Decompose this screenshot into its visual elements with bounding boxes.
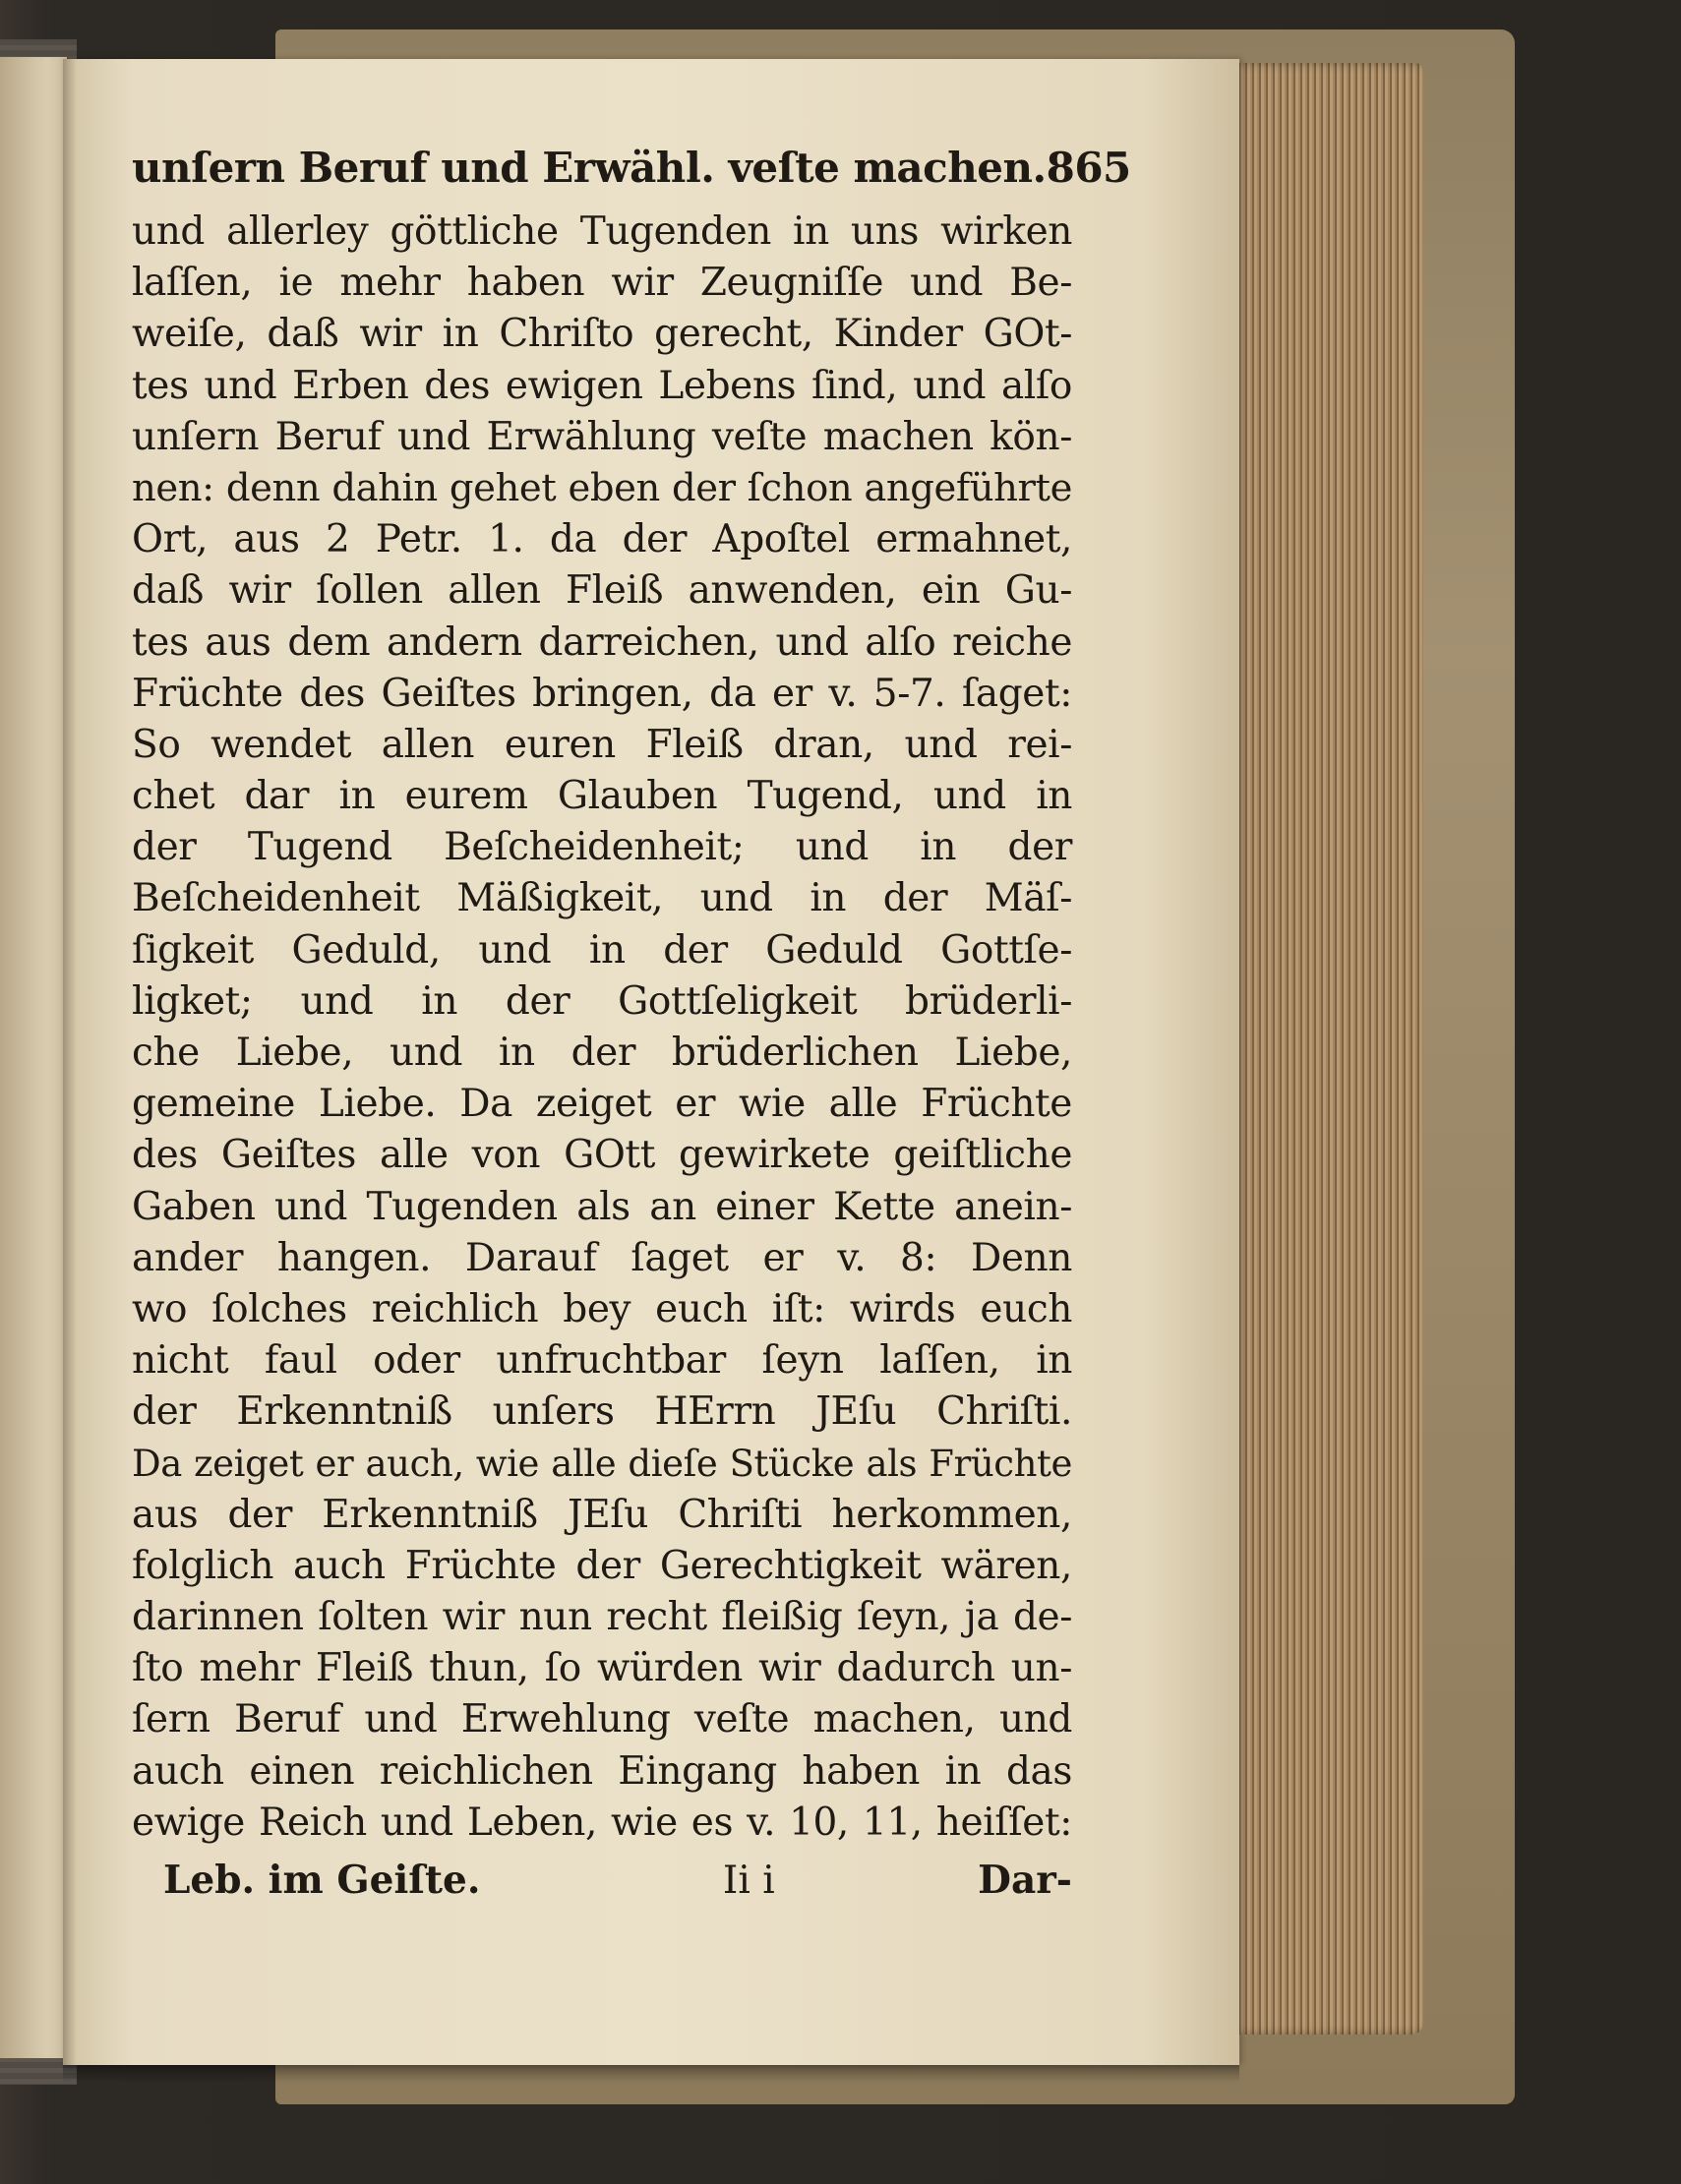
text-line: Da zeiget er auch, wie alle dieſe Stücke als Früchte [132,1442,1072,1485]
page-footer [132,1853,1072,1909]
signature-title: Leb. im Geiſte. [163,1858,481,1903]
text-line: des Geiſtes alle von GOtt gewirkete geiſtliche [132,1133,1072,1178]
text-line: nen: denn dahin gehet eben der ſchon angeführte [132,465,1072,510]
text-line: ſigkeit Geduld, und in der Geduld Gottſe- [132,927,1072,973]
text-line: Früchte des Geiſtes bringen, da er v. 5-7. ſaget: [132,671,1072,716]
text-line: ewige Reich und Leben, wie es v. 10, 11, heiſſet: [132,1800,1072,1845]
text-line: ſto mehr Fleiß thun, ſo würden wir dadurch un- [132,1646,1072,1691]
gutter-shadow [63,59,77,2065]
text-line: der Erkenntniß unſers HErrn JEſu Chriſti. [132,1389,1072,1435]
running-title: unſern Beruf und Erwähl. veſte machen. [132,144,1047,192]
text-line: wo ſolches reichlich bey euch iſt: wirds euch [132,1286,1072,1331]
text-line: Ort, aus 2 Petr. 1. da der Apoſtel ermahnet, [132,517,1072,562]
text-line: ligket; und in der Gottſeligkeit brüderli- [132,978,1072,1024]
text-line: der Tugend Beſcheidenheit; und in der [132,825,1072,870]
text-line: folglich auch Früchte der Gerechtigkeit wären, [132,1543,1072,1588]
page-bottom-shadow [63,2065,1239,2083]
catchword: Dar- [978,1858,1072,1903]
left-page-edge [0,57,70,2058]
page-text-block [132,138,1131,1909]
text-line: gemeine Liebe. Da zeiget er wie alle Früchte [132,1082,1072,1127]
text-line: tes und Erben des ewigen Lebens ſind, und alſo [132,363,1072,408]
text-line: Beſcheidenheit Mäßigkeit, und in der Mäſ- [132,876,1072,921]
text-line: darinnen ſolten wir nun recht fleißig ſeyn, ja de- [132,1595,1072,1640]
sheet-signature: Ii i [722,1859,775,1903]
running-head [132,138,1131,199]
page-number: 865 [1046,144,1131,192]
body-text [132,207,1072,1849]
text-line: ander hangen. Darauf ſaget er v. 8: Denn [132,1235,1072,1280]
text-line: weiſe, daß wir in Chriſto gerecht, Kinder GOt- [132,312,1072,357]
text-line: und allerley göttliche Tugenden in uns wirken [132,209,1072,254]
text-line: daß wir ſollen allen Fleiß anwenden, ein Gu- [132,568,1072,614]
text-line: So wendet allen euren Fleiß dran, und rei- [132,722,1072,767]
text-line: aus der Erkenntniß JEſu Chriſti herkommen, [132,1492,1072,1537]
page-edges [1231,63,1423,2035]
text-line: tes aus dem andern darreichen, und alſo reiche [132,620,1072,665]
text-line: laſſen, ie mehr haben wir Zeugniſſe und Be- [132,261,1072,306]
text-line: auch einen reichlichen Eingang haben in das [132,1748,1072,1794]
text-line: ſern Beruf und Erwehlung veſte machen, und [132,1697,1072,1742]
text-line: unſern Beruf und Erwählung veſte machen kön- [132,414,1072,459]
text-line: Gaben und Tugenden als an einer Kette anein- [132,1184,1072,1229]
text-line: nicht faul oder unfruchtbar ſeyn laſſen, in [132,1338,1072,1384]
text-line: chet dar in eurem Glauben Tugend, und in [132,774,1072,819]
text-line: che Liebe, und in der brüderlichen Liebe, [132,1031,1072,1075]
